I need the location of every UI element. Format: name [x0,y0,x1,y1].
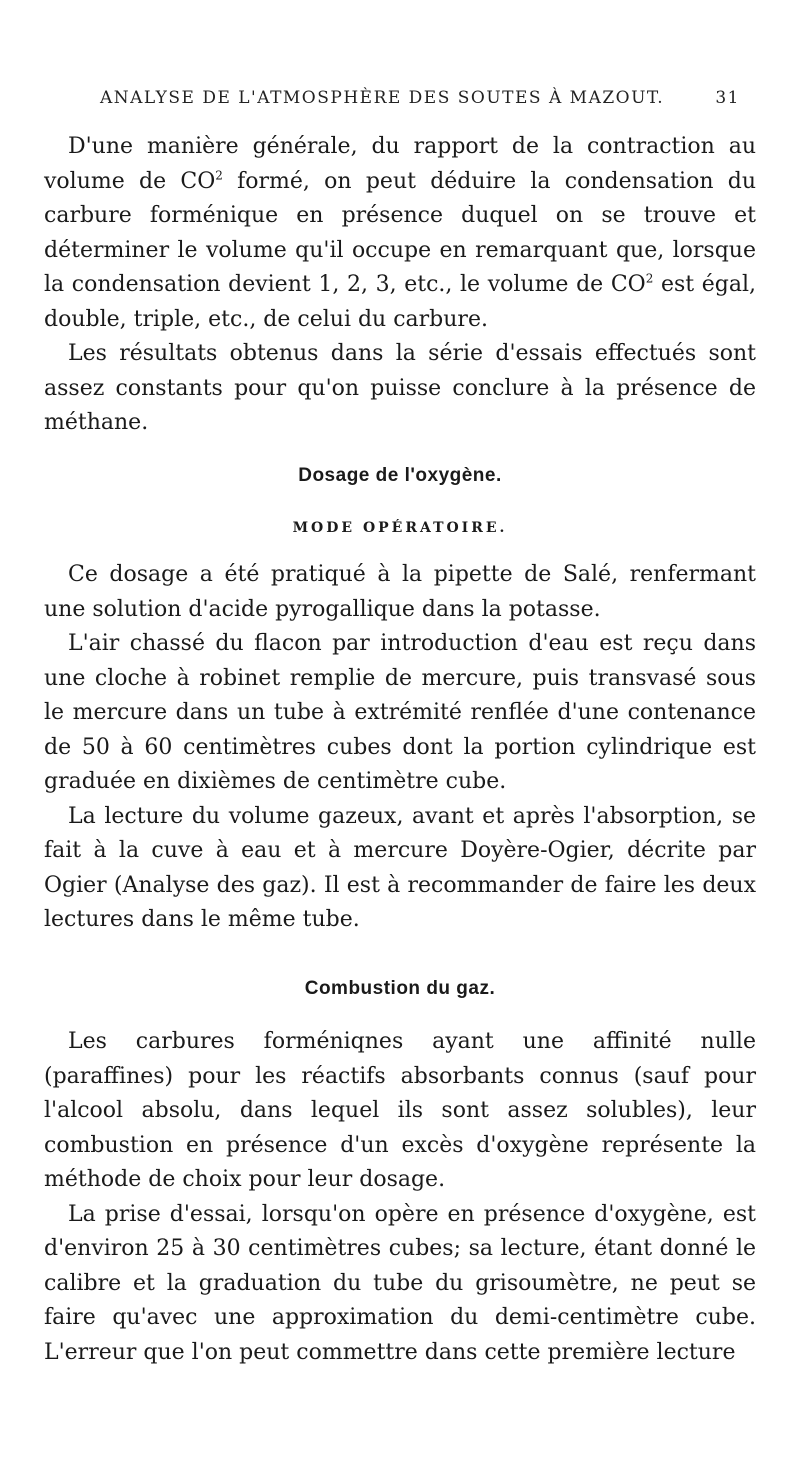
running-head [100,88,740,108]
paragraph [44,130,756,337]
text-run: D'une manière générale, du rapport de la contraction au volume de CO [44,134,756,194]
section-heading-oxygen: Dosage de l'oxygène. [298,465,502,486]
paragraph: La prise d'essai, lorsqu'on opère en présence d'oxygène, est d'environ 25 à 30 centimètres cubes; sa lecture, étant donné le calibre et la graduation du tube du grisoumètre, ne peut se faire qu'avec une approximation du demi-centimètre cube. L'erreur que l'on peut commettre dans cette première lecture [44,1201,756,1365]
subheading-mode-operatoire: MODE OPÉRATOIRE. [292,520,508,536]
superscript: 2 [215,168,223,183]
text-block-combustion [44,1025,756,1370]
text-block-oxygen [44,558,756,938]
paragraph: Les résultats obtenus dans la série d'essais effectués sont assez constants pour qu'on puisse conclure à la présence de méthane. [44,341,756,435]
paragraph: La lecture du volume gazeux, avant et après l'absorption, se fait à la cuve à eau et à mercure Doyère-Ogier, décrite par Ogier (Analyse des gaz). Il est à recommander de faire les deux lectures dans le même tube. [44,803,756,932]
page-number: 31 [715,88,740,108]
paragraph: Ce dosage a été pratiqué à la pipette de Salé, renfermant une solution d'acide pyrogallique dans la potasse. [44,562,756,622]
text-block-methane [44,130,756,441]
text-run: formé, on peut déduire la condensation du carbure forménique en présence duquel on se trouve et déterminer le volume qu'il occupe en remarquant que, lorsque la condensation devient 1, 2, 3, etc., le volume de CO [44,168,757,297]
paragraph: L'air chassé du flacon par introduction d'eau est reçu dans une cloche à robinet remplie de mercure, puis transvasé sous le mercure dans un tube à extrémité renflée d'une contenance de 50 à 60 centimètres cubes dont la portion cylindrique est graduée en dixièmes de centimètre cube. [44,631,756,794]
superscript: 2 [645,271,654,286]
section-heading-combustion: Combustion du gaz. [304,978,496,999]
paragraph: Les carbures forméniqnes ayant une affinité nulle (paraffines) pour les réactifs absorbants connus (sauf pour l'alcool absolu, dans lequel ils sont assez solubles), leur combustion en présence d'un excès d'oxygène représente la méthode de choix pour leur dosage. [44,1029,756,1192]
running-title: ANALYSE DE L'ATMOSPHÈRE DES SOUTES À MAZOUT. [100,88,665,108]
text-run: est égal, double, triple, etc., de celui du carbure. [44,272,757,332]
